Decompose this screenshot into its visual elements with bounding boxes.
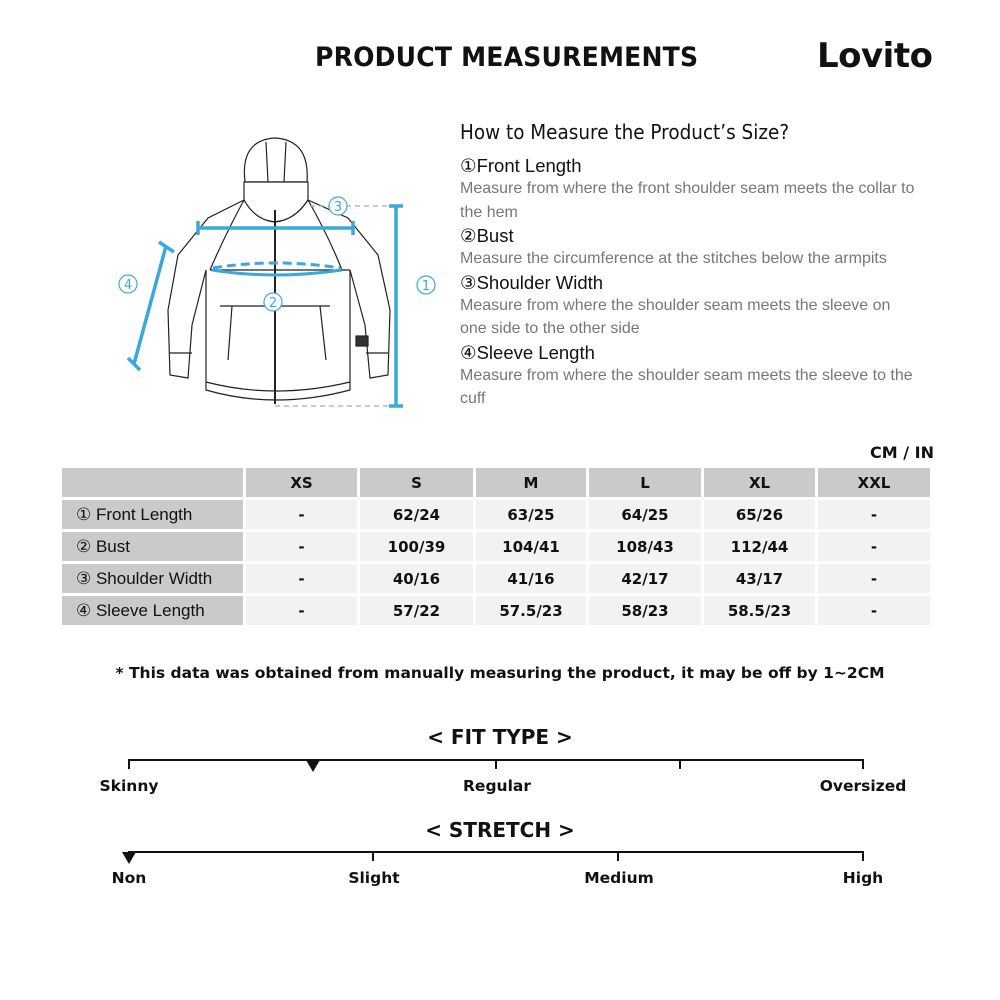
row-label: ③ Shoulder Width	[62, 564, 243, 593]
column-header-xl: XL	[704, 468, 815, 497]
stretch-title: < STRETCH >	[425, 818, 575, 842]
table-cell: 63/25	[476, 500, 586, 529]
hoodie-diagram	[100, 120, 450, 420]
table-row	[62, 564, 930, 593]
guide-item-bust	[460, 224, 920, 271]
guide-item-title: ①Front Length	[460, 155, 582, 176]
unit-label: CM / IN	[870, 443, 934, 462]
guide-item-desc: Measure from where the shoulder seam meets the sleeve to the cuff	[460, 366, 913, 407]
scale-tick	[128, 759, 130, 769]
table-cell: 58.5/23	[704, 596, 815, 625]
table-cell: -	[246, 596, 357, 625]
table-cell: 43/17	[704, 564, 815, 593]
fit-label-skinny: Skinny	[99, 777, 159, 795]
hoodie-illustration-icon	[100, 120, 450, 420]
column-header	[62, 468, 243, 497]
column-header-s: S	[360, 468, 473, 497]
row-label: ① Front Length	[62, 500, 243, 529]
guide-item-sleeve-length	[460, 341, 920, 411]
table-cell: 41/16	[476, 564, 586, 593]
table-cell: -	[246, 564, 357, 593]
table-cell: -	[818, 500, 930, 529]
table-cell: -	[246, 532, 357, 561]
scale-tick	[617, 851, 619, 861]
table-cell: 64/25	[589, 500, 701, 529]
fit-type-title: < FIT TYPE >	[427, 725, 573, 749]
fit-type-scale-line	[128, 759, 864, 761]
svg-text:3: 3	[333, 200, 343, 215]
guide-item-shoulder-width	[460, 271, 920, 341]
table-cell: 104/41	[476, 532, 586, 561]
scale-tick	[495, 759, 497, 769]
scale-tick	[372, 851, 374, 861]
table-cell: 108/43	[589, 532, 701, 561]
guide-item-front-length	[460, 154, 920, 224]
stretch-label-medium: Medium	[584, 869, 654, 887]
row-label: ④ Sleeve Length	[62, 596, 243, 625]
scale-tick	[862, 759, 864, 769]
measure-guide-list	[460, 154, 920, 411]
table-cell: 65/26	[704, 500, 815, 529]
table-row	[62, 500, 930, 529]
stretch-label-high: High	[842, 869, 884, 887]
svg-text:4: 4	[123, 278, 133, 293]
table-cell: -	[818, 532, 930, 561]
stretch-marker-icon	[122, 852, 136, 864]
guide-item-desc: Measure from where the shoulder seam meets the sleeve on one side to the other side	[460, 296, 891, 337]
table-cell: 62/24	[360, 500, 473, 529]
measurement-disclaimer: * This data was obtained from manually measuring the product, it may be off by 1~2CM	[115, 664, 885, 682]
scale-tick	[862, 851, 864, 861]
measure-guide-heading: How to Measure the Product’s Size?	[460, 120, 790, 144]
size-table	[59, 465, 933, 628]
table-cell: -	[246, 500, 357, 529]
scale-tick	[679, 759, 681, 769]
column-header-xs: XS	[246, 468, 357, 497]
fit-type-marker-icon	[306, 760, 320, 772]
table-row	[62, 596, 930, 625]
table-cell: -	[818, 596, 930, 625]
guide-item-title: ④Sleeve Length	[460, 341, 595, 363]
brand-logo: Lovito	[817, 36, 933, 76]
table-cell: 57.5/23	[476, 596, 586, 625]
svg-text:2: 2	[268, 296, 278, 311]
table-row	[62, 532, 930, 561]
column-header-m: M	[476, 468, 586, 497]
guide-item-title: ③Shoulder Width	[460, 271, 604, 293]
stretch-scale-line	[128, 851, 864, 853]
table-cell: 42/17	[589, 564, 701, 593]
guide-item-title: ②Bust	[460, 225, 514, 246]
guide-item-desc: Measure from where the front shoulder seam meets the collar to the hem	[460, 180, 915, 221]
column-header-xxl: XXL	[818, 468, 930, 497]
stretch-label-non: Non	[111, 869, 147, 887]
fit-label-oversized: Oversized	[819, 777, 907, 795]
svg-text:1: 1	[421, 279, 431, 294]
page-title: PRODUCT MEASUREMENTS	[315, 42, 699, 73]
table-cell: 100/39	[360, 532, 473, 561]
column-header-l: L	[589, 468, 701, 497]
fit-label-regular: Regular	[463, 777, 531, 795]
row-label: ② Bust	[62, 532, 243, 561]
table-cell: 58/23	[589, 596, 701, 625]
guide-item-desc: Measure the circumference at the stitches below the armpits	[460, 250, 887, 267]
table-cell: -	[818, 564, 930, 593]
stretch-label-slight: Slight	[348, 869, 400, 887]
table-cell: 57/22	[360, 596, 473, 625]
table-header-row	[62, 468, 930, 497]
table-cell: 40/16	[360, 564, 473, 593]
table-cell: 112/44	[704, 532, 815, 561]
